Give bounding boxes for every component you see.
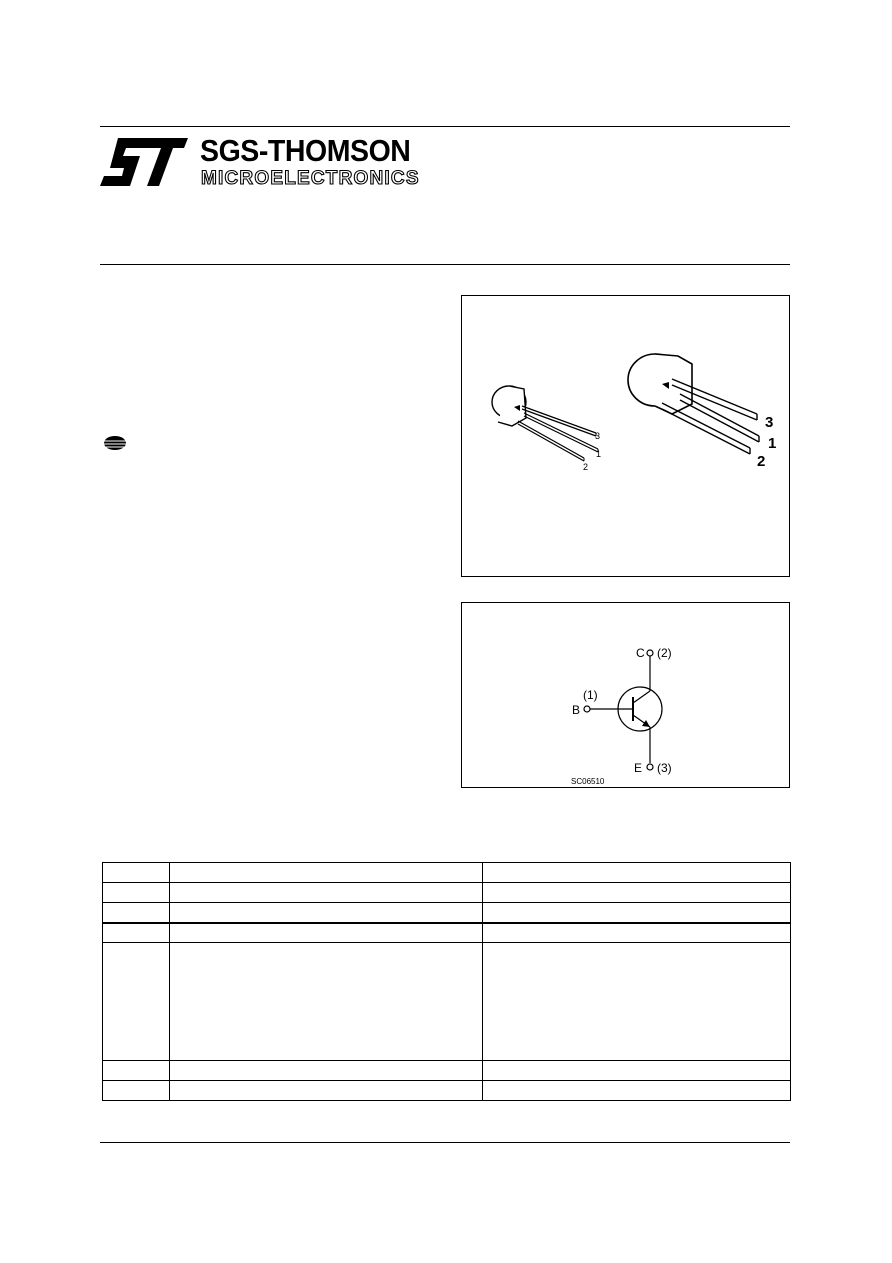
table-cell	[170, 943, 483, 1061]
table-cell	[103, 943, 170, 1061]
small-pin-label-2: 2	[583, 462, 589, 472]
header-rule	[100, 264, 790, 265]
figure-code: SC06510	[571, 777, 605, 786]
table-cell	[170, 1061, 483, 1081]
small-pin-label-3: 3	[595, 431, 601, 441]
emitter-pin: (3)	[657, 761, 672, 775]
table-row	[103, 943, 791, 1061]
base-label: B	[572, 703, 581, 717]
table-cell	[103, 1081, 170, 1101]
table-row	[103, 863, 791, 883]
package-figure	[461, 295, 790, 577]
ratings-table	[102, 862, 791, 1101]
table-cell	[483, 1061, 791, 1081]
table-cell	[103, 883, 170, 903]
package-drawing	[462, 296, 791, 578]
table-cell	[483, 1081, 791, 1101]
company-logo	[100, 134, 450, 194]
table-cell	[483, 883, 791, 903]
st-logo-icon	[100, 138, 188, 190]
table-cell	[170, 903, 483, 923]
small-pin-label-1: 1	[596, 449, 602, 459]
table-row	[103, 903, 791, 923]
large-pin-label-1: 1	[768, 435, 777, 452]
large-pin-label-2: 2	[757, 453, 766, 470]
table-cell	[483, 923, 791, 943]
large-pin-label-3: 3	[765, 414, 774, 431]
table-cell	[483, 863, 791, 883]
top-rule	[100, 126, 790, 127]
table-cell	[170, 1081, 483, 1101]
base-pin: (1)	[583, 688, 598, 702]
brand-name: SGS-THOMSON	[200, 133, 411, 168]
emitter-label: E	[634, 761, 643, 775]
table-cell	[170, 883, 483, 903]
table-row	[103, 923, 791, 943]
npn-transistor-icon	[462, 603, 791, 789]
table-cell	[170, 923, 483, 943]
table-cell	[170, 863, 483, 883]
table-cell	[483, 903, 791, 923]
table-cell	[483, 943, 791, 1061]
table-row	[103, 1061, 791, 1081]
schematic-figure	[461, 602, 790, 788]
collector-pin: (2)	[657, 646, 672, 660]
table-cell	[103, 1061, 170, 1081]
table-cell	[103, 923, 170, 943]
footer-rule	[100, 1142, 790, 1143]
brand-subtitle: MICROELECTRONICS	[201, 168, 420, 189]
document-bullet-icon	[102, 435, 128, 451]
table-row	[103, 883, 791, 903]
small-package	[492, 386, 601, 461]
collector-label: C	[636, 646, 645, 660]
table-cell	[103, 863, 170, 883]
table-row	[103, 1081, 791, 1101]
large-package	[628, 354, 759, 454]
table-cell	[103, 903, 170, 923]
